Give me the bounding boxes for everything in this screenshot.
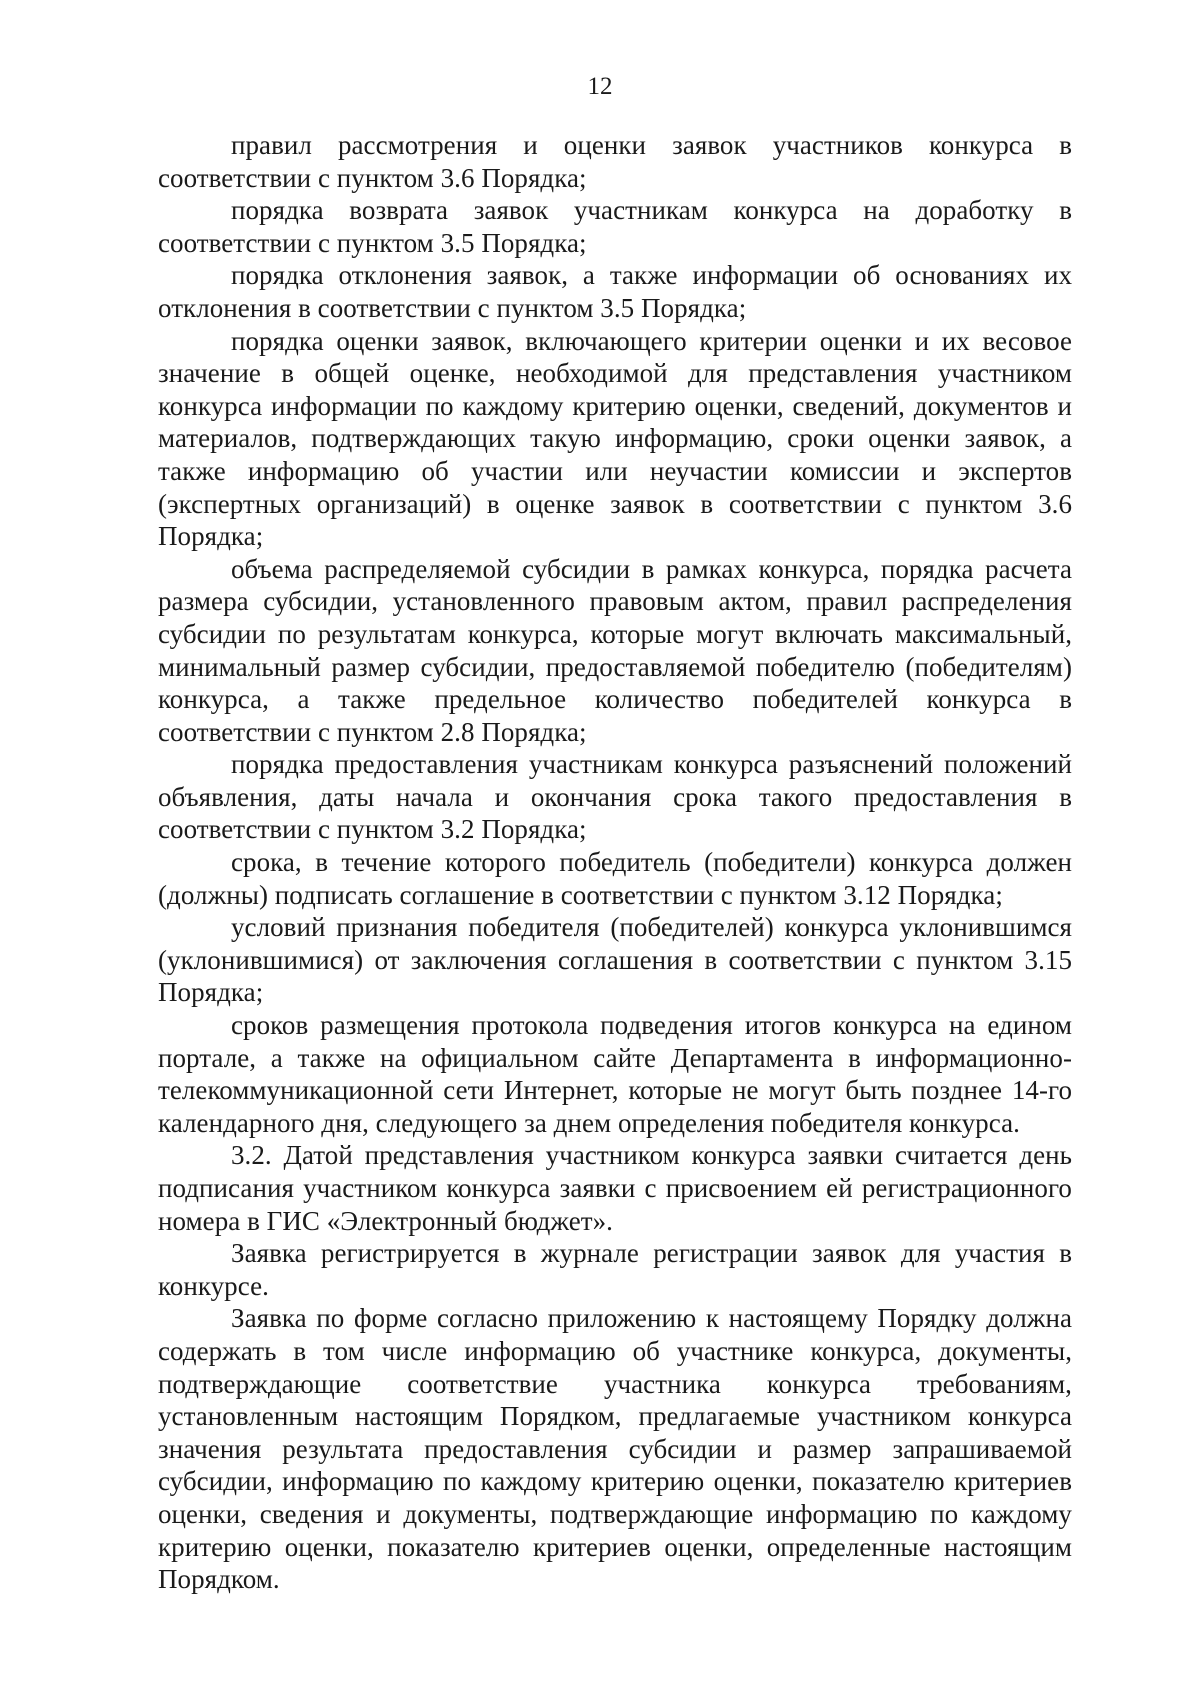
- paragraph: порядка предоставления участникам конкурса разъяснений положений объявления, даты начала и окончания срока такого предоставления в соответствии с пунктом 3.2 Порядка;: [158, 749, 1072, 845]
- paragraph: Заявка регистрируется в журнале регистрации заявок для участия в конкурсе.: [158, 1238, 1072, 1301]
- paragraph: правил рассмотрения и оценки заявок участников конкурса в соответствии с пунктом 3.6 Порядка;: [158, 130, 1072, 193]
- paragraph: порядка отклонения заявок, а также информации об основаниях их отклонения в соответствии с пунктом 3.5 Порядка;: [158, 260, 1072, 323]
- paragraph: срока, в течение которого победитель (победители) конкурса должен (должны) подписать соглашение в соответствии с пунктом 3.12 Порядка;: [158, 847, 1072, 910]
- paragraph: сроков размещения протокола подведения итогов конкурса на едином портале, а также на официальном сайте Департамента в информационно-телекоммуникационной сети Интернет, которые не могут быть позднее 14-го календарного дня, следующего за днем определения победителя конкурса.: [158, 1010, 1072, 1138]
- page-number: 12: [587, 73, 613, 100]
- document-body: [158, 129, 1072, 1596]
- section-paragraph: 3.2. Датой представления участником конкурса заявки считается день подписания участником конкурса заявки с присвоением ей регистрационного номера в ГИС «Электронный бюджет».: [158, 1140, 1072, 1236]
- paragraph: порядка возврата заявок участникам конкурса на доработку в соответствии с пунктом 3.5 Порядка;: [158, 195, 1072, 258]
- paragraph: объема распределяемой субсидии в рамках конкурса, порядка расчета размера субсидии, установленного правовым актом, правил распределения субсидии по результатам конкурса, которые могут включать максимальный, минимальный размер субсидии, предоставляемой победителю (победителям) конкурса, а также предельное количество победителей конкурса в соответствии с пунктом 2.8 Порядка;: [158, 553, 1072, 747]
- paragraph: Заявка по форме согласно приложению к настоящему Порядку должна содержать в том числе информацию об участнике конкурса, документы, подтверждающие соответствие участника конкурса требованиям, установленным настоящим Порядком, предлагаемые участником конкурса значения результата предоставления субсидии и размер запрашиваемой субсидии, информацию по каждому критерию оценки, показателю критериев оценки, сведения и документы, подтверждающие информацию по каждому критерию оценки, показателю критериев оценки, определенные настоящим Порядком.: [158, 1303, 1072, 1595]
- paragraph: условий признания победителя (победителей) конкурса уклонившимся (уклонившимися) от заключения соглашения в соответствии с пунктом 3.15 Порядка;: [158, 912, 1072, 1008]
- paragraph: порядка оценки заявок, включающего критерии оценки и их весовое значение в общей оценке, необходимой для представления участником конкурса информации по каждому критерию оценки, сведений, документов и материалов, подтверждающих такую информацию, сроки оценки заявок, а также информацию об участии или неучастии комиссии и экспертов (экспертных организаций) в оценке заявок в соответствии с пунктом 3.6 Порядка;: [158, 325, 1072, 552]
